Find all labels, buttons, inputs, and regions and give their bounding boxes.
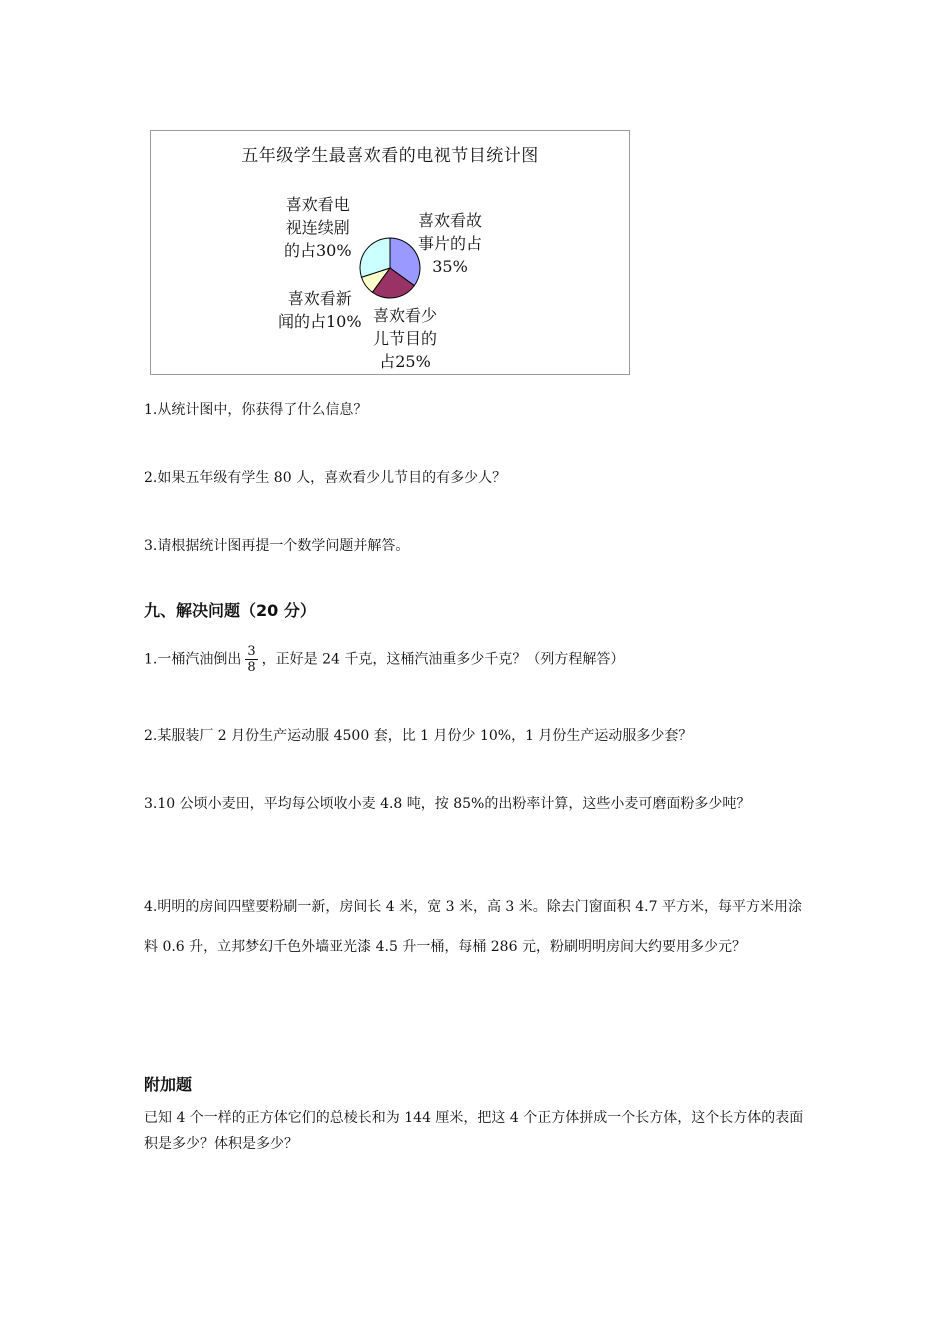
bonus-text: 已知 4 个一样的正方体它们的总棱长和为 144 厘米，把这 4 个正方体拼成一个长方体，这个长方体的表面积是多少？体积是多少？ [144, 1110, 804, 1152]
bonus-title: 附加题 [144, 1075, 193, 1094]
problem-1 [144, 644, 624, 675]
pie-label-story: 喜欢看故 事片的占 35% [418, 211, 483, 276]
fraction [245, 644, 257, 675]
section-9-title: 九、解决问题（20 分） [144, 601, 316, 620]
pie-label-drama: 喜欢看电 视连续剧 的占30% [284, 195, 352, 260]
chart-question-3: 3.请根据统计图再提一个数学问题并解答。 [144, 538, 410, 554]
problem-1-text-after: ，正好是 24 千克，这桶汽油重多少千克？（列方程解答） [261, 651, 625, 668]
fraction-numerator: 3 [247, 644, 256, 659]
pie-label-news: 喜欢看新 闻的占10% [278, 289, 362, 331]
chart-question-1: 1.从统计图中，你获得了什么信息？ [144, 402, 368, 418]
chart-title: 五年级学生最喜欢看的电视节目统计图 [241, 146, 539, 166]
pie-label-children: 喜欢看少 儿节目的 占25% [373, 306, 438, 371]
problem-4: 4.明明的房间四壁要粉刷一新，房间长 4 米，宽 3 米，高 3 米。除去门窗面积 4.7 平方米，每平方米用涂料 0.6 升，立邦梦幻千色外墙亚光漆 4.5 升一桶，每桶 286 元，粉刷明明房间大约要用多少元？ [144, 899, 802, 955]
problem-1-text-before: 1.一桶汽油倒出 [144, 651, 242, 668]
chart-question-2: 2.如果五年级有学生 80 人，喜欢看少儿节目的有多少人？ [144, 470, 507, 486]
pie-chart-frame [150, 130, 630, 375]
problem-2: 2.某服装厂 2 月份生产运动服 4500 套，比 1 月份少 10%，1 月份生产运动服多少套？ [144, 728, 693, 744]
problem-3: 3.10 公顷小麦田，平均每公顷收小麦 4.8 吨，按 85%的出粉率计算，这些小麦可磨面粉多少吨？ [144, 796, 751, 812]
fraction-denominator: 8 [247, 660, 256, 675]
